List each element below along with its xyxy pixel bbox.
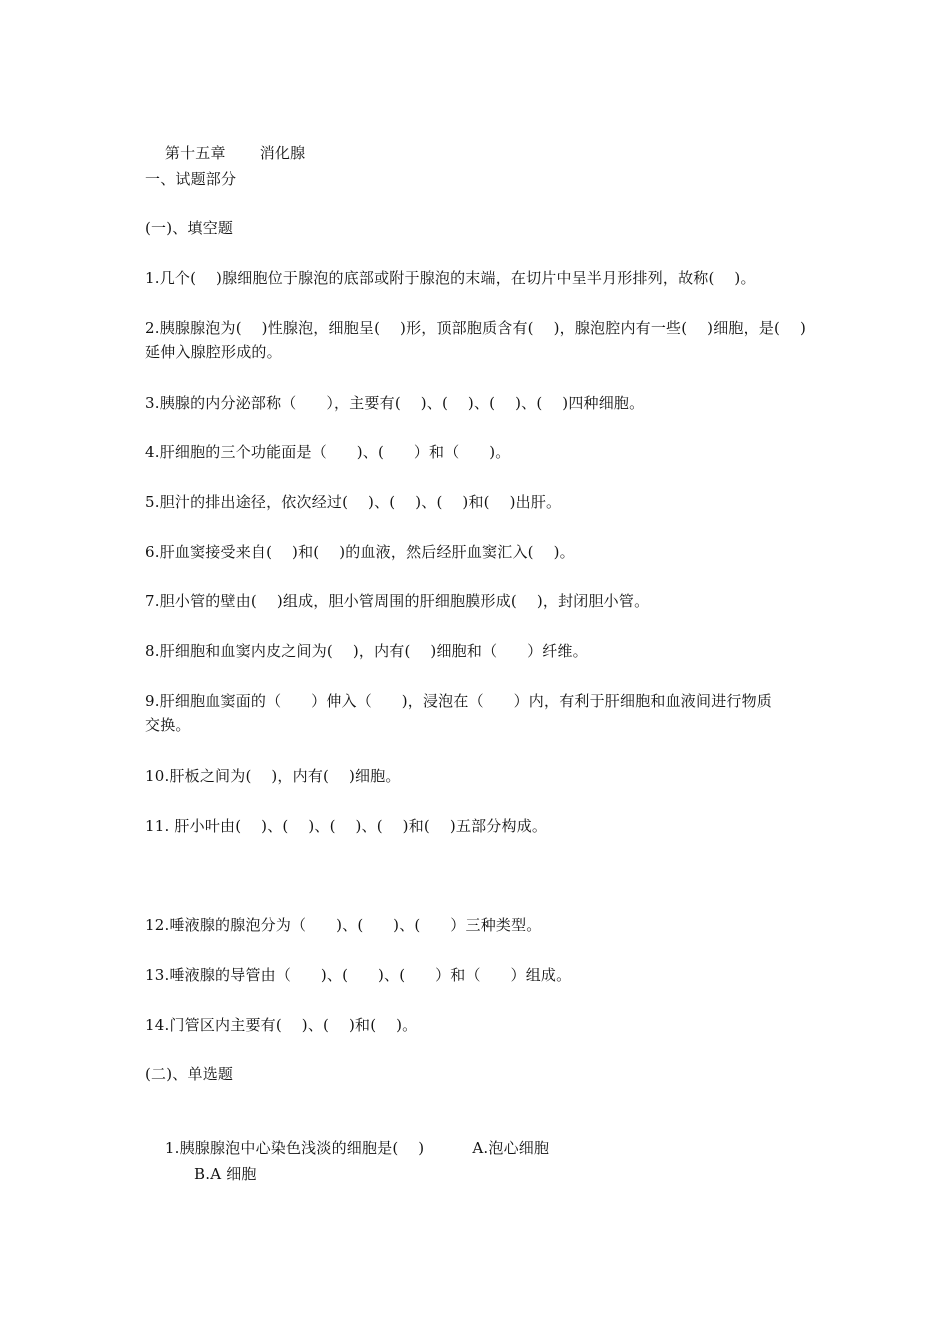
fill-blank-item-7: 7.胆小管的壁由( )组成，胆小管周围的肝细胞膜形成( )，封闭胆小管。: [145, 592, 650, 610]
option-a: A.泡心细胞: [472, 1139, 550, 1157]
question-stem: 1.胰腺腺泡中心染色浅淡的细胞是( ): [164, 1139, 425, 1157]
fill-blank-item-8: 8.肝细胞和血窦内皮之间为( )，内有( )细胞和（ ）纤维。: [145, 642, 588, 660]
fill-blank-item-1: 1.几个( )腺细胞位于腺泡的底部或附于腺泡的末端，在切片中呈半月形排列，故称( )。: [145, 269, 756, 287]
fill-blank-item-9: 9.肝细胞血窦面的（ ）伸入（ )，浸泡在（ ）内，有利于肝细胞和血液间进行物质 交换。: [145, 692, 772, 734]
chapter-number: 第十五章: [164, 144, 226, 162]
fill-blank-item-4: 4.肝细胞的三个功能面是（ )、( ）和（ )。: [145, 443, 511, 461]
fill-blank-item-6: 6.肝血窦接受来自( )和( )的血液，然后经肝血窦汇入( )。: [145, 543, 575, 561]
fill-blank-item-10: 10.肝板之间为( )，内有( )细胞。: [145, 767, 401, 785]
fill-blank-item-14: 14.门管区内主要有( )、( )和( )。: [145, 1016, 418, 1034]
fill-blank-item-13: 13.唾液腺的导管由（ )、( )、( ）和（ ）组成。: [145, 966, 572, 984]
fill-blank-heading: (一)、填空题: [145, 219, 234, 237]
chapter-title: 消化腺: [259, 144, 306, 162]
fill-blank-item-3: 3.胰腺的内分泌部称（ ），主要有( )、( )、( )、( )四种细胞。: [145, 394, 645, 412]
fill-blank-item-5: 5.胆汁的排出途径，依次经过( )、( )、( )和( )出肝。: [145, 493, 562, 511]
fill-blank-item-11: 11. 肝小叶由( )、( )、( )、( )和( )五部分构成。: [145, 817, 548, 835]
section-title: 一、试题部分: [145, 170, 237, 188]
fill-blank-item-12: 12.唾液腺的腺泡分为（ )、( )、( ）三种类型。: [145, 916, 542, 934]
single-choice-heading: (二)、单选题: [145, 1065, 234, 1083]
fill-blank-item-2: 2.胰腺腺泡为( )性腺泡，细胞呈( )形，顶部胞质含有( )，腺泡腔内有一些( )细胞，是( ) 延伸入腺腔形成的。: [145, 319, 806, 361]
option-b: B.A 细胞: [194, 1165, 257, 1183]
